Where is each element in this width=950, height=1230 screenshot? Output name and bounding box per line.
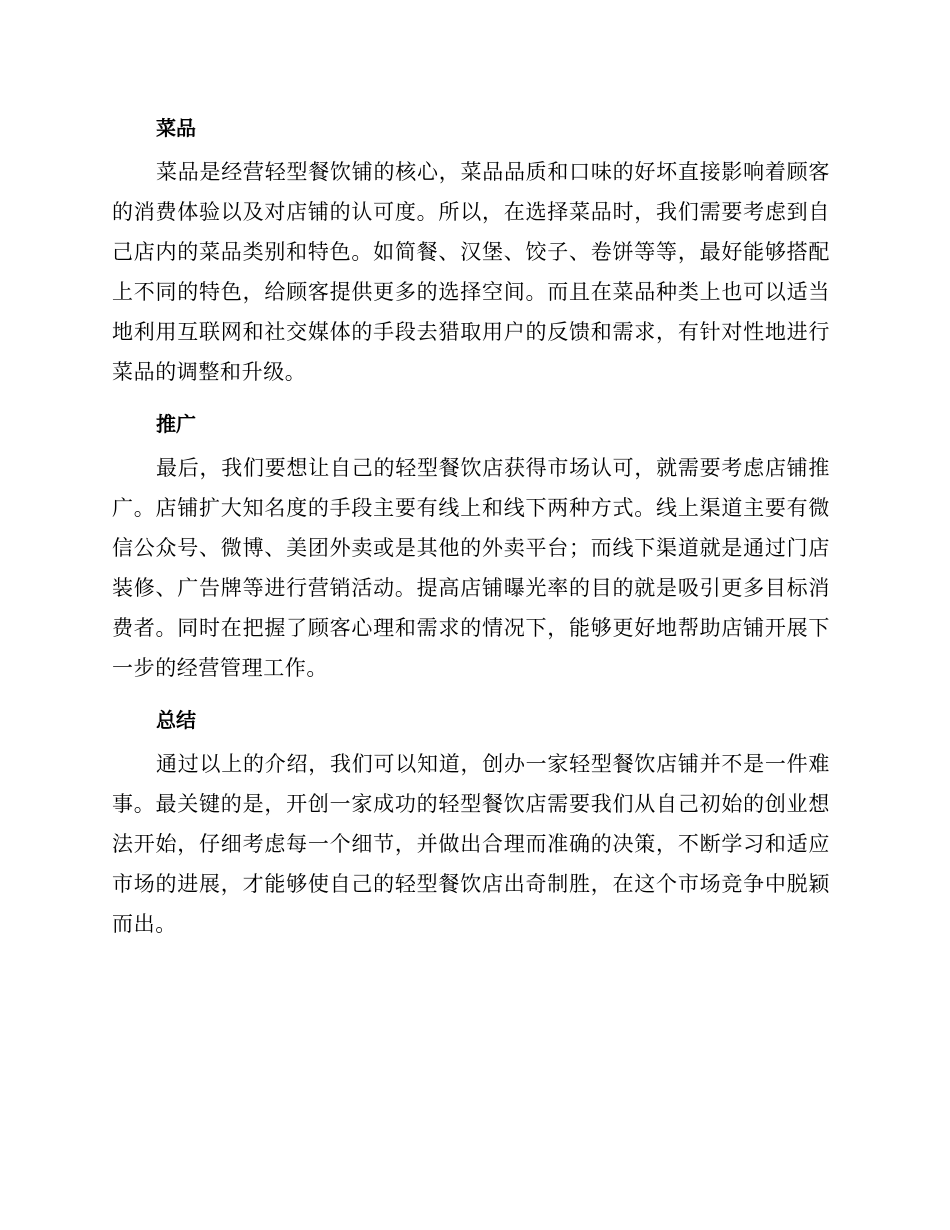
document-page [112, 108, 830, 956]
section-paragraph: 菜品是经营轻型餐饮铺的核心，菜品品质和口味的好坏直接影响着顾客的消费体验以及对店铺的认可度。所以，在选择菜品时，我们需要考虑到自己店内的菜品类别和特色。如简餐、汉堡、饺子、卷饼等等，最好能够搭配上不同的特色，给顾客提供更多的选择空间。而且在菜品种类上也可以适当地利用互联网和社交媒体的手段去猎取用户的反馈和需求，有针对性地进行菜品的调整和升级。 [112, 160, 830, 384]
section-heading: 总结 [156, 708, 196, 732]
section-heading: 推广 [156, 412, 196, 436]
section-summary [112, 700, 830, 944]
section-heading: 菜品 [156, 116, 196, 140]
section-paragraph: 最后，我们要想让自己的轻型餐饮店获得市场认可，就需要考虑店铺推广。店铺扩大知名度的手段主要有线上和线下两种方式。线上渠道主要有微信公众号、微博、美团外卖或是其他的外卖平台；而线下渠道就是通过门店装修、广告牌等进行营销活动。提高店铺曝光率的目的就是吸引更多目标消费者。同时在把握了顾客心理和需求的情况下，能够更好地帮助店铺开展下一步的经营管理工作。 [112, 456, 830, 680]
section-paragraph: 通过以上的介绍，我们可以知道，创办一家轻型餐饮店铺并不是一件难事。最关键的是，开创一家成功的轻型餐饮店需要我们从自己初始的创业想法开始，仔细考虑每一个细节，并做出合理而准确的决策，不断学习和适应市场的进展，才能够使自己的轻型餐饮店出奇制胜，在这个市场竞争中脱颖而出。 [112, 752, 830, 936]
section-dishes [112, 108, 830, 392]
section-promotion [112, 404, 830, 688]
